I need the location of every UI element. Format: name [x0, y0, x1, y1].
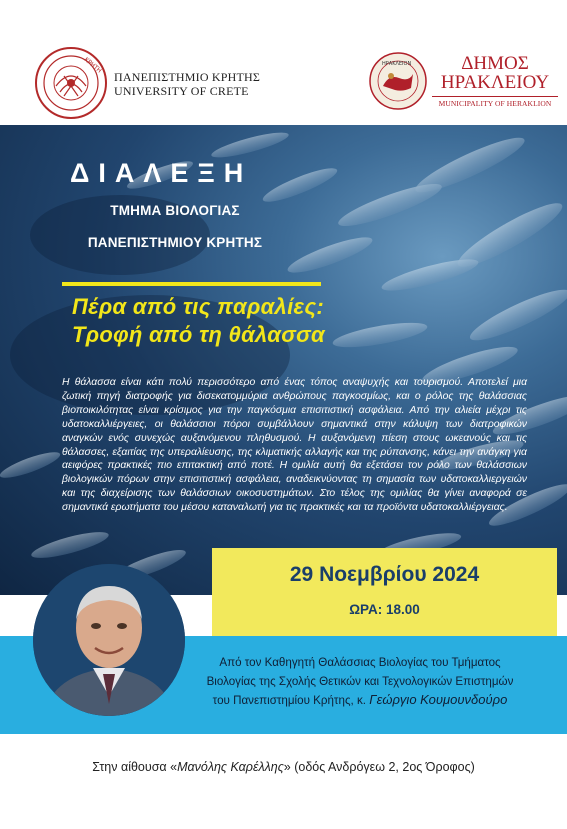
department-line2: ΠΑΝΕΠΙΣΤΗΜΙΟΥ ΚΡΗΤΗΣ	[87, 235, 263, 250]
event-time: ΩΡΑ: 18.00	[349, 602, 420, 617]
university-of-crete-seal-icon	[34, 46, 108, 120]
heraklion-seal-icon	[369, 52, 427, 110]
department-line1: ΤΜΗΜΑ ΒΙΟΛΟΓΙΑΣ	[110, 203, 240, 218]
speaker-line3-prefix: του Πανεπιστημίου Κρήτης, κ.	[212, 694, 366, 707]
speaker-photo	[33, 564, 185, 716]
header	[0, 0, 567, 125]
yellow-divider	[62, 282, 321, 286]
university-name-english: UNIVERSITY OF CRETE	[114, 84, 249, 98]
heraklion-name	[430, 54, 560, 92]
title-line1: Πέρα από τις παραλίες:	[72, 294, 324, 319]
heraklion-subtitle: MUNICIPALITY OF HERAKLION	[432, 96, 558, 108]
speaker-line2: Βιολογίας της Σχολής Θετικών και Τεχνολογικών Επιστημών	[206, 674, 514, 688]
heraklion-seal-text: ΗΡΑΚΛΕΙΟΝ	[382, 61, 412, 67]
speaker-name: Γεώργιο Κουμουνδούρο	[369, 692, 508, 707]
speaker-info	[170, 654, 550, 711]
heraklion-name-line2: ΗΡΑΚΛΕΙΟΥ	[440, 72, 550, 93]
event-description: Η θάλασσα είναι κάτι πολύ περισσότερο από ένας τόπος αναψυχής και τουρισμού. Αποτελεί μια ζωτική πηγή διατροφής για δισεκατομμύρια ανθρώπους παγκοσμίως, και ο ρόλος της θαλάσσιας βιοποικιλότητας είναι κρίσιμος για την παγκόσμια επισιτιστική ασφάλεια. Από την αλιεία μέχρι τις υδατοκαλλιέργειες, οι θαλάσσιοι πόροι συμβάλλουν σημαντικά στην κάλυψη των διατροφικών αναγκών ενός συνεχώς αυξανόμενου πληθυσμού. Η αυξανόμενη πίεση στους ωκεανούς και τις θάλασσες, εξαιτίας της υπεραλίευσης, της κλιματικής αλλαγής και της ρύπανσης, κάνει την ανάγκη για αειφόρες πρακτικές πιο επιτακτική από ποτέ. Η ομιλία αυτή θα εξετάσει τον ρόλο των θαλάσσιων βιολογικών πόρων στην επισιτιστική ασφάλεια, αναδεικνύοντας τη σημασία των υδατοκαλλιεργειών και της διαχείρισης των θαλάσσιων οικοσυστημάτων. Στο τέλος της ομιλίας θα γίνει αναφορά σε σημαντικά ερωτήματα του μέσου καταναλωτή για τις πρακτικές και τα προϊόντα υδατοκαλλιέργειας.	[62, 377, 527, 514]
date-box	[212, 548, 557, 636]
venue-hall: Μανόλης Καρέλλης	[177, 760, 284, 774]
title-line2: Τροφή από τη θάλασσα	[72, 322, 325, 347]
speaker-line1: Από τον Καθηγητή Θαλάσσιας Βιολογίας του Τμήματος	[219, 656, 501, 669]
seal-text: ΚΡΗΤΗ	[82, 56, 103, 75]
university-name	[114, 70, 260, 98]
speaker-line3	[170, 691, 550, 711]
event-type-heading: ΔΙΑΛΕΞΗ	[70, 158, 253, 188]
venue	[0, 760, 567, 774]
speaker-portrait-icon	[33, 564, 185, 716]
heraklion-name-line1: ΔΗΜΟΣ	[461, 53, 529, 74]
event-date: 29 Νοεμβρίου 2024	[289, 563, 480, 586]
venue-suffix: » (οδός Ανδρόγεω 2, 2ος Όροφος)	[283, 760, 475, 774]
fish-background	[0, 125, 567, 595]
venue-prefix: Στην αίθουσα «	[92, 760, 178, 774]
university-name-greek: ΠΑΝΕΠΙΣΤΗΜΙΟ ΚΡΗΤΗΣ	[114, 70, 261, 84]
fish-school-image	[0, 125, 567, 595]
